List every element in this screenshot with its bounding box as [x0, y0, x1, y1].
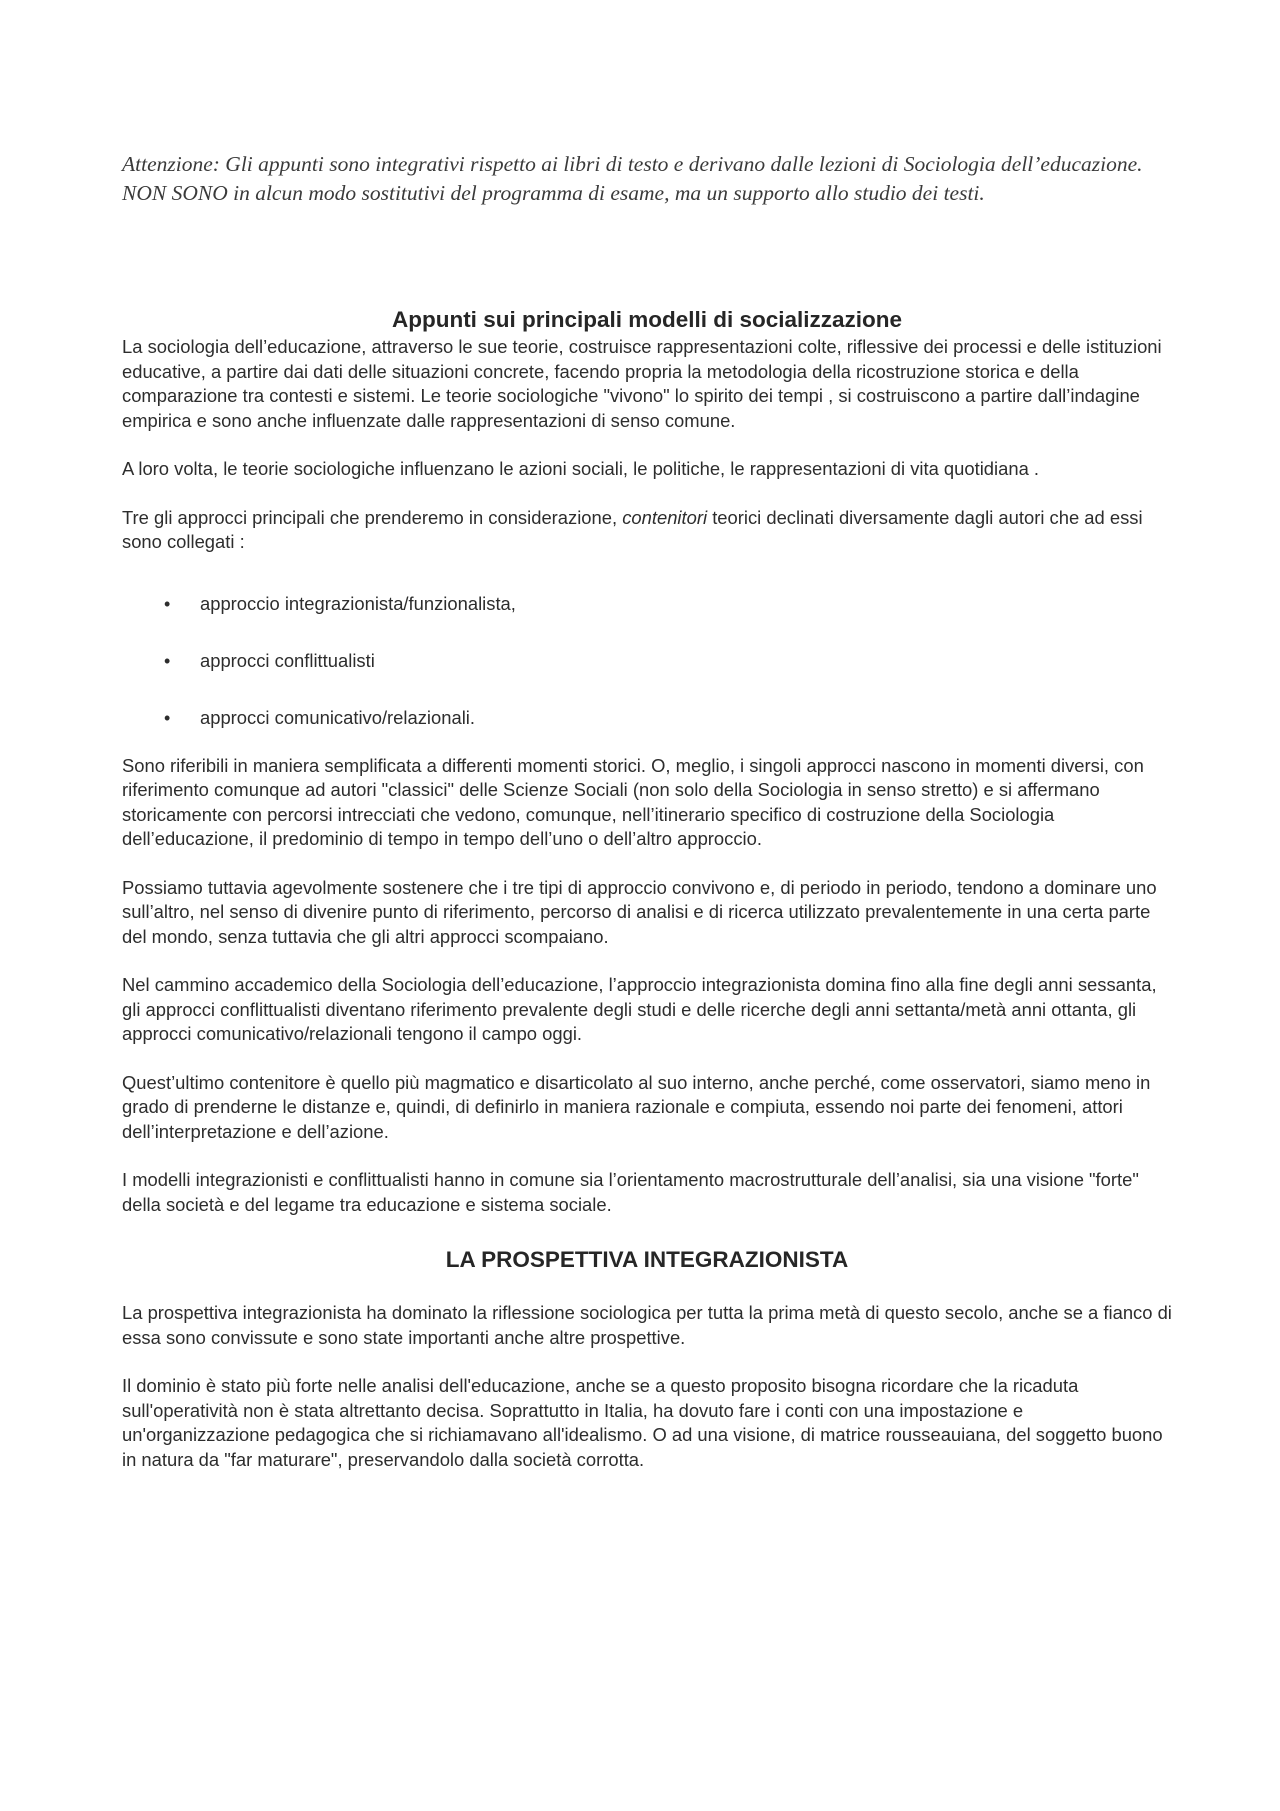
- list-item-text: approccio integrazionista/funzionalista,: [200, 592, 516, 614]
- paragraph-intro: La sociologia dell’educazione, attraverso le sue teorie, costruisce rappresentazioni colte, riflessive dei processi e delle istituzioni educative, a partire dai dati delle situazioni concrete, facendo propria la metodologia della ricostruzione storica e della comparazione tra contesti e sistemi. Le teorie sociologiche "vivono" lo spirito dei tempi , si costruiscono a partire dall’indagine empirica e sono anche influenzate dalle rappresentazioni di senso comune.: [122, 336, 1162, 431]
- bullet-icon: •: [164, 650, 171, 671]
- paragraph-historical: Sono riferibili in maniera semplificata a differenti momenti storici. O, meglio, i singoli approcci nascono in momenti diversi, con riferimento comunque ad autori "classici" delle Scienze Sociali (non solo della Sociologia in senso stretto) e si affermano storicamente con percorsi intrecciati che vedono, comunque, nell’itinerario specifico di costruzione della Sociologia dell’educazione, il predominio di tempo in tempo dell’uno o dell’altro approccio.: [122, 754, 1144, 849]
- bullet-icon: •: [164, 593, 171, 614]
- paragraph-coexist: Possiamo tuttavia agevolmente sostenere che i tre tipi di approccio convivono e, di periodo in periodo, tendono a dominare uno sull’altro, nel senso di divenire punto di riferimento, percorso di analisi e di ricerca utilizzato prevalentemente in una certa parte del mondo, senza tuttavia che gli altri approcci scompaiano.: [122, 876, 1157, 947]
- bullet-icon: •: [164, 707, 171, 728]
- paragraph-academic-path: Nel cammino accademico della Sociologia dell’educazione, l’approccio integrazionista domina fino alla fine degli anni sessanta, gli approcci conflittualisti diventano riferimento prevalente degli studi e delle ricerche degli anni settanta/metà anni ottanta, gli approcci comunicativo/relazionali tengono il campo oggi.: [122, 974, 1157, 1044]
- page-title: Appunti sui principali modelli di socializzazione: [391, 307, 903, 332]
- paragraph-approaches-end: teorici declinati diversamente dagli autori che ad essi sono collegati :: [122, 506, 1143, 552]
- list-item-text: approcci conflittualisti: [200, 649, 375, 671]
- paragraph-models-common: I modelli integrazionisti e conflittualisti hanno in comune sia l’orientamento macrostrutturale dell’analisi, sia una visione "forte" della società e del legame tra educazione e sistema sociale.: [122, 1169, 1139, 1215]
- section-heading: LA PROSPETTIVA INTEGRAZIONISTA: [445, 1247, 849, 1272]
- paragraph-last-container: Quest’ultimo contenitore è quello più magmatico e disarticolato al suo interno, anche perché, come osservatori, siamo meno in grado di prenderne le distanze e, quindi, di definirlo in maniera razionale e compiuta, essendo noi parte dei fenomeni, attori dell’interpretazione e dell’azione.: [122, 1071, 1151, 1142]
- paragraph-integrationist: La prospettiva integrazionista ha dominato la riflessione sociologica per tutta la prima metà di questo secolo, anche se a fianco di essa sono convissute e sono state importanti anche altre prospettive.: [122, 1302, 1172, 1348]
- list-item-text: approcci comunicativo/relazionali.: [200, 706, 475, 728]
- paragraph-approaches-start: Tre gli approcci principali che prenderemo in considerazione,: [122, 506, 623, 528]
- emphasis-contenitori: contenitori: [622, 506, 708, 528]
- list-item: [122, 649, 1172, 673]
- approaches-list: [122, 592, 1172, 730]
- paragraph-dominion: Il dominio è stato più forte nelle analisi dell'educazione, anche se a questo proposito bisogna ricordare che la ricaduta sull'operatività non è stata altrettanto decisa. Soprattutto in Italia, ha dovuto fare i conti con una impostazione e un'organizzazione pedagogica che si richiamavano all'idealismo. O ad una visione, di matrice rousseauiana, del soggetto buono in natura da "far maturare", preservandolo dalla società corrotta.: [122, 1375, 1163, 1470]
- paragraph-influence: A loro volta, le teorie sociologiche influenzano le azioni sociali, le politiche, le rappresentazioni di vita quotidiana .: [122, 458, 1040, 479]
- disclaimer-notice: Attenzione: Gli appunti sono integrativi rispetto ai libri di testo e derivano dalle lezioni di Sociologia dell’educazione. NON SONO in alcun modo sostitutivi del programma di esame, ma un supporto allo studio dei testi.: [122, 152, 1143, 205]
- document-page: [122, 150, 1172, 1472]
- list-item: [122, 706, 1172, 730]
- paragraph-approaches: [122, 506, 1172, 555]
- list-item: [122, 592, 1172, 616]
